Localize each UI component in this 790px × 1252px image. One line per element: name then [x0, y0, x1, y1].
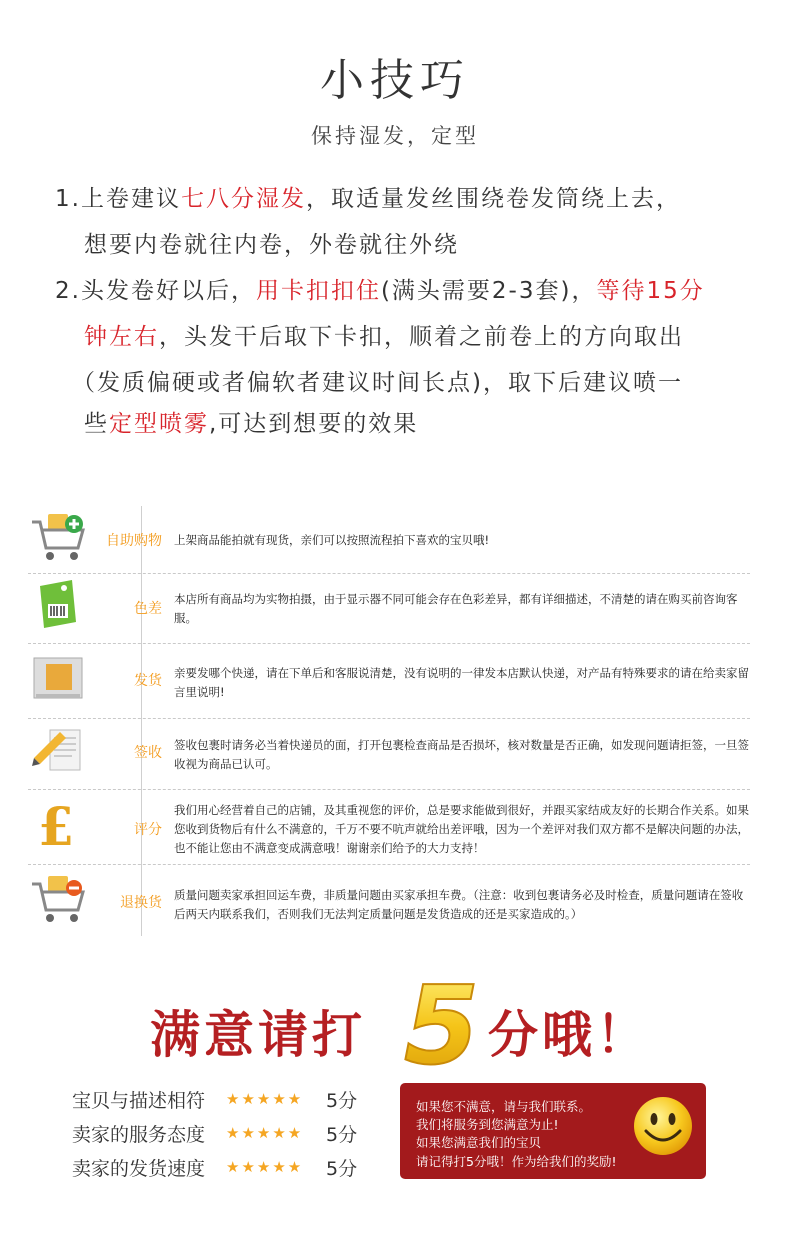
service-separator — [28, 573, 750, 574]
star-rating-icon: ★★★★★ — [226, 1124, 304, 1142]
big-five-graphic — [400, 965, 480, 1075]
note-line: 如果您不满意，请与我们联系。 — [416, 1099, 592, 1114]
service-separator — [28, 643, 750, 644]
cart-return-icon — [28, 872, 88, 928]
contact-note-box — [400, 1083, 706, 1179]
service-text: 质量问题卖家承担回运车费，非质量问题由买家承担车费。（注意：收到包裹请务必及时检查，质量问题请在签收后两天内联系我们，否则我们无法判定质量问题是发货造成的还是买家造成的。） — [174, 888, 744, 921]
note-line: 我们将服务到您满意为止! — [416, 1117, 559, 1132]
service-divider — [141, 506, 142, 936]
color-tag-icon — [28, 578, 88, 634]
service-text: 我们用心经营着自己的店铺，及其重视您的评价，总是要求能做到很好，并跟买家结成友好的长期合作关系。如果您收到货物后有什么不满意的，千万不要不吭声就给出差评哦，因为一个差评对我们双方都不是解决问题的办法，也不能让您由不满意变成满意哦！谢谢亲们给予的大力支持！ — [174, 803, 749, 855]
rating-score: 5分 — [326, 1158, 358, 1180]
rating-score: 5分 — [326, 1090, 358, 1112]
star-rating-icon: ★★★★★ — [226, 1090, 304, 1108]
service-label: 色差 — [134, 601, 162, 617]
service-label: 签收 — [134, 745, 162, 761]
rating-row-label: 卖家的发货速度 — [72, 1158, 206, 1180]
rating-row-label: 卖家的服务态度 — [72, 1124, 206, 1146]
service-text: 签收包裹时请务必当着快递员的面，打开包裹检查商品是否损坏，核对数量是否正确，如发现问题请拒签，一旦签收视为商品已认可。 — [174, 738, 749, 771]
service-text: 本店所有商品均为实物拍摄，由于显示器不同可能会存在色彩差异，都有详细描述，不清楚的请在购买前咨询客服。 — [174, 592, 738, 625]
service-text: 上架商品能拍就有现货，亲们可以按照流程拍下喜欢的宝贝哦! — [174, 533, 490, 547]
service-label: 自助购物 — [106, 533, 162, 549]
cart-add-icon — [28, 510, 88, 566]
star-rating-icon: ★★★★★ — [226, 1158, 304, 1176]
service-separator — [28, 864, 750, 865]
rating-row-label: 宝贝与描述相符 — [72, 1090, 206, 1112]
tip-line-1: 1.上卷建议七八分湿发，取适量发丝围绕卷发筒绕上去， — [55, 186, 681, 212]
tip-line-3: 2.头发卷好以后，用卡扣扣住(满头需要2-3套)，等待15分 — [55, 278, 705, 304]
tip-line-2: 想要内卷就往内卷，外卷就往外绕 — [84, 232, 459, 258]
tips-title: 小技巧 — [320, 55, 470, 106]
service-separator — [28, 718, 750, 719]
delivery-box-icon — [28, 650, 88, 706]
smiley-face-icon — [632, 1095, 694, 1157]
tip-line-4: 钟左右，头发干后取下卡扣，顺着之前卷上的方向取出 — [84, 324, 684, 350]
rating-title-left: 满意请打 — [150, 1006, 366, 1064]
pencil-sign-icon — [28, 722, 88, 778]
service-label: 评分 — [134, 822, 162, 838]
tip-line-6: 些定型喷雾,可达到想要的效果 — [84, 411, 419, 437]
note-line: 请记得打5分哦！作为给我们的奖励! — [416, 1154, 617, 1169]
pound-icon — [28, 795, 88, 851]
service-text: 亲要发哪个快递，请在下单后和客服说清楚，没有说明的一律发本店默认快递，对产品有特殊要求的请在给卖家留言里说明! — [174, 666, 749, 699]
tips-subtitle: 保持湿发，定型 — [311, 124, 479, 148]
big-five-number: 5 — [404, 965, 480, 1075]
service-label: 退换货 — [120, 895, 162, 911]
service-separator — [28, 789, 750, 790]
note-line: 如果您满意我们的宝贝 — [416, 1135, 542, 1150]
tip-line-5: （发质偏硬或者偏软者建议时间长点)，取下后建议喷一 — [72, 370, 683, 396]
rating-score: 5分 — [326, 1124, 358, 1146]
service-label: 发货 — [134, 673, 162, 689]
svg-text:£: £ — [38, 797, 75, 851]
rating-title-right: 分哦！ — [488, 1006, 650, 1064]
